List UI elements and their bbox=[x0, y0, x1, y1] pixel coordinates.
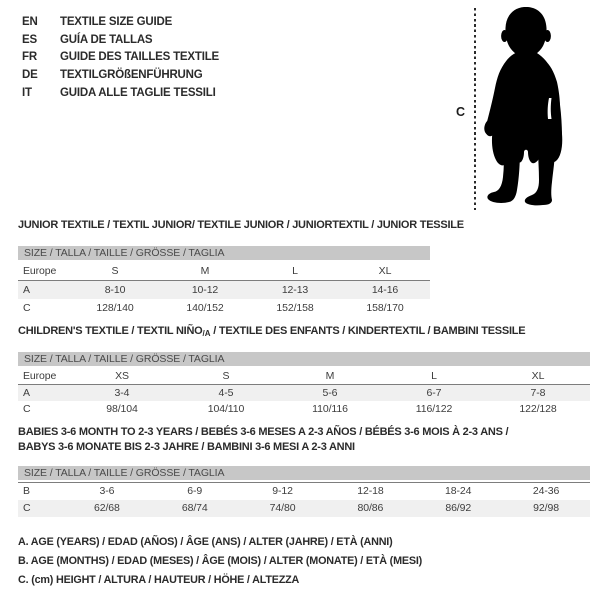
age-cell: 24-36 bbox=[532, 485, 560, 497]
language-title: TEXTILGRÖßENFÜHRUNG bbox=[60, 69, 203, 82]
baby-silhouette-image bbox=[482, 6, 574, 208]
row-label: A bbox=[23, 387, 30, 399]
height-cell: 74/80 bbox=[269, 502, 296, 514]
childrens-textile-table bbox=[18, 325, 590, 417]
age-cell: 7-8 bbox=[530, 387, 546, 399]
row-label: C bbox=[23, 302, 31, 314]
table-title-line2: BABYS 3-6 MONATE BIS 2-3 JAHRE / BAMBINI 3-6 MESI A 2-3 ANNI bbox=[18, 441, 355, 453]
language-row-it bbox=[22, 84, 219, 102]
age-cell: 9-12 bbox=[272, 485, 293, 497]
age-cell: 5-6 bbox=[322, 387, 338, 399]
size-cell: XL bbox=[378, 265, 392, 277]
language-title-list bbox=[22, 13, 219, 102]
table-row-height bbox=[18, 299, 430, 317]
table-title-text: / TEXTILE DES ENFANTS / KINDERTEXTIL / BAMBINI TESSILE bbox=[210, 325, 526, 337]
legend-line-a: A. AGE (YEARS) / EDAD (AÑOS) / ÂGE (ANS) / ALTER (JAHRE) / ETÀ (ANNI) bbox=[18, 536, 393, 548]
language-code: IT bbox=[22, 87, 32, 100]
height-cell: 152/158 bbox=[276, 302, 314, 314]
language-code: FR bbox=[22, 51, 37, 64]
height-cell: 140/152 bbox=[186, 302, 224, 314]
age-cell: 12-18 bbox=[357, 485, 384, 497]
size-cell: S bbox=[222, 370, 230, 382]
table-title-subscript: /A bbox=[202, 329, 211, 338]
height-cell: 104/110 bbox=[207, 403, 245, 415]
row-label: Europe bbox=[23, 265, 57, 277]
table-title-line1: BABIES 3-6 MONTH TO 2-3 YEARS / BEBÉS 3-6 MESES A 2-3 AÑOS / BÉBÉS 3-6 MOIS À 2-3 ANS / bbox=[18, 426, 509, 438]
table-title: JUNIOR TEXTILE / TEXTIL JUNIOR/ TEXTILE JUNIOR / JUNIORTEXTIL / JUNIOR TESSILE bbox=[18, 219, 464, 231]
size-cell: S bbox=[111, 265, 119, 277]
babies-textile-table bbox=[18, 425, 590, 517]
height-cell: 122/128 bbox=[519, 403, 557, 415]
legend-line-b: B. AGE (MONTHS) / EDAD (MESES) / ÂGE (MOIS) / ALTER (MONATE) / ETÀ (MESI) bbox=[18, 554, 423, 567]
height-cell: 80/86 bbox=[357, 502, 384, 514]
measurement-legend bbox=[18, 533, 422, 589]
size-header-band: SIZE / TALLA / TAILLE / GRÖSSE / TAGLIA bbox=[18, 466, 590, 480]
height-cell: 86/92 bbox=[445, 502, 472, 514]
size-cell: L bbox=[292, 265, 298, 277]
language-row-en bbox=[22, 13, 219, 31]
height-cell: 98/104 bbox=[106, 403, 138, 415]
height-measure-dotted-line bbox=[474, 8, 476, 210]
row-label: C bbox=[23, 403, 31, 415]
height-cell: 92/98 bbox=[533, 502, 559, 514]
size-cell: L bbox=[431, 370, 437, 382]
language-row-es bbox=[22, 31, 219, 49]
language-title: TEXTILE SIZE GUIDE bbox=[60, 15, 173, 28]
age-cell: 6-9 bbox=[187, 485, 203, 497]
language-code: EN bbox=[22, 15, 38, 28]
table-row-height bbox=[18, 500, 590, 517]
size-header-band: SIZE / TALLA / TAILLE / GRÖSSE / TAGLIA bbox=[18, 246, 430, 260]
row-label: A bbox=[23, 284, 30, 296]
legend-line-c: C. (cm) HEIGHT / ALTURA / HAUTEUR / HÖHE / ALTEZZA bbox=[18, 573, 300, 586]
language-row-de bbox=[22, 66, 219, 84]
language-code: DE bbox=[22, 69, 38, 82]
table-row-age bbox=[18, 280, 430, 299]
height-cell: 68/74 bbox=[181, 502, 208, 514]
age-cell: 8-10 bbox=[104, 284, 126, 296]
table-row-europe bbox=[18, 262, 430, 280]
size-cell: M bbox=[200, 265, 210, 277]
language-row-fr bbox=[22, 49, 219, 67]
junior-textile-table bbox=[18, 219, 464, 317]
age-cell: 6-7 bbox=[426, 387, 442, 399]
height-cell: 158/170 bbox=[366, 302, 404, 314]
table-row-age bbox=[18, 384, 590, 401]
table-title bbox=[18, 325, 590, 337]
height-cell: 62/68 bbox=[94, 502, 120, 514]
age-cell: 18-24 bbox=[445, 485, 472, 497]
height-cell: 110/116 bbox=[312, 403, 348, 415]
age-cell: 3-4 bbox=[114, 387, 130, 399]
language-title: GUIDA ALLE TAGLIE TESSILI bbox=[60, 87, 216, 100]
size-cell: M bbox=[325, 370, 335, 382]
row-label: Europe bbox=[23, 370, 57, 382]
age-cell: 10-12 bbox=[191, 284, 219, 296]
language-title: GUIDE DES TAILLES TEXTILE bbox=[60, 51, 219, 64]
height-cell: 128/140 bbox=[96, 302, 134, 314]
language-code: ES bbox=[22, 33, 37, 46]
size-cell: XS bbox=[115, 370, 129, 382]
age-cell: 14-16 bbox=[371, 284, 399, 296]
age-cell: 3-6 bbox=[99, 485, 115, 497]
table-row-europe bbox=[18, 368, 590, 384]
row-label: B bbox=[23, 485, 30, 497]
table-row-age-months bbox=[18, 482, 590, 500]
table-title-text: CHILDREN'S TEXTILE / TEXTIL NIÑO bbox=[18, 325, 203, 337]
table-title bbox=[18, 425, 590, 455]
height-measure-label: C bbox=[456, 105, 466, 119]
table-row-height bbox=[18, 401, 590, 417]
age-cell: 4-5 bbox=[218, 387, 234, 399]
row-label: C bbox=[23, 502, 31, 514]
height-cell: 116/122 bbox=[415, 403, 453, 415]
age-cell: 12-13 bbox=[281, 284, 309, 296]
size-header-band: SIZE / TALLA / TAILLE / GRÖSSE / TAGLIA bbox=[18, 352, 590, 366]
size-cell: XL bbox=[531, 370, 545, 382]
language-title: GUÍA DE TALLAS bbox=[60, 33, 153, 46]
